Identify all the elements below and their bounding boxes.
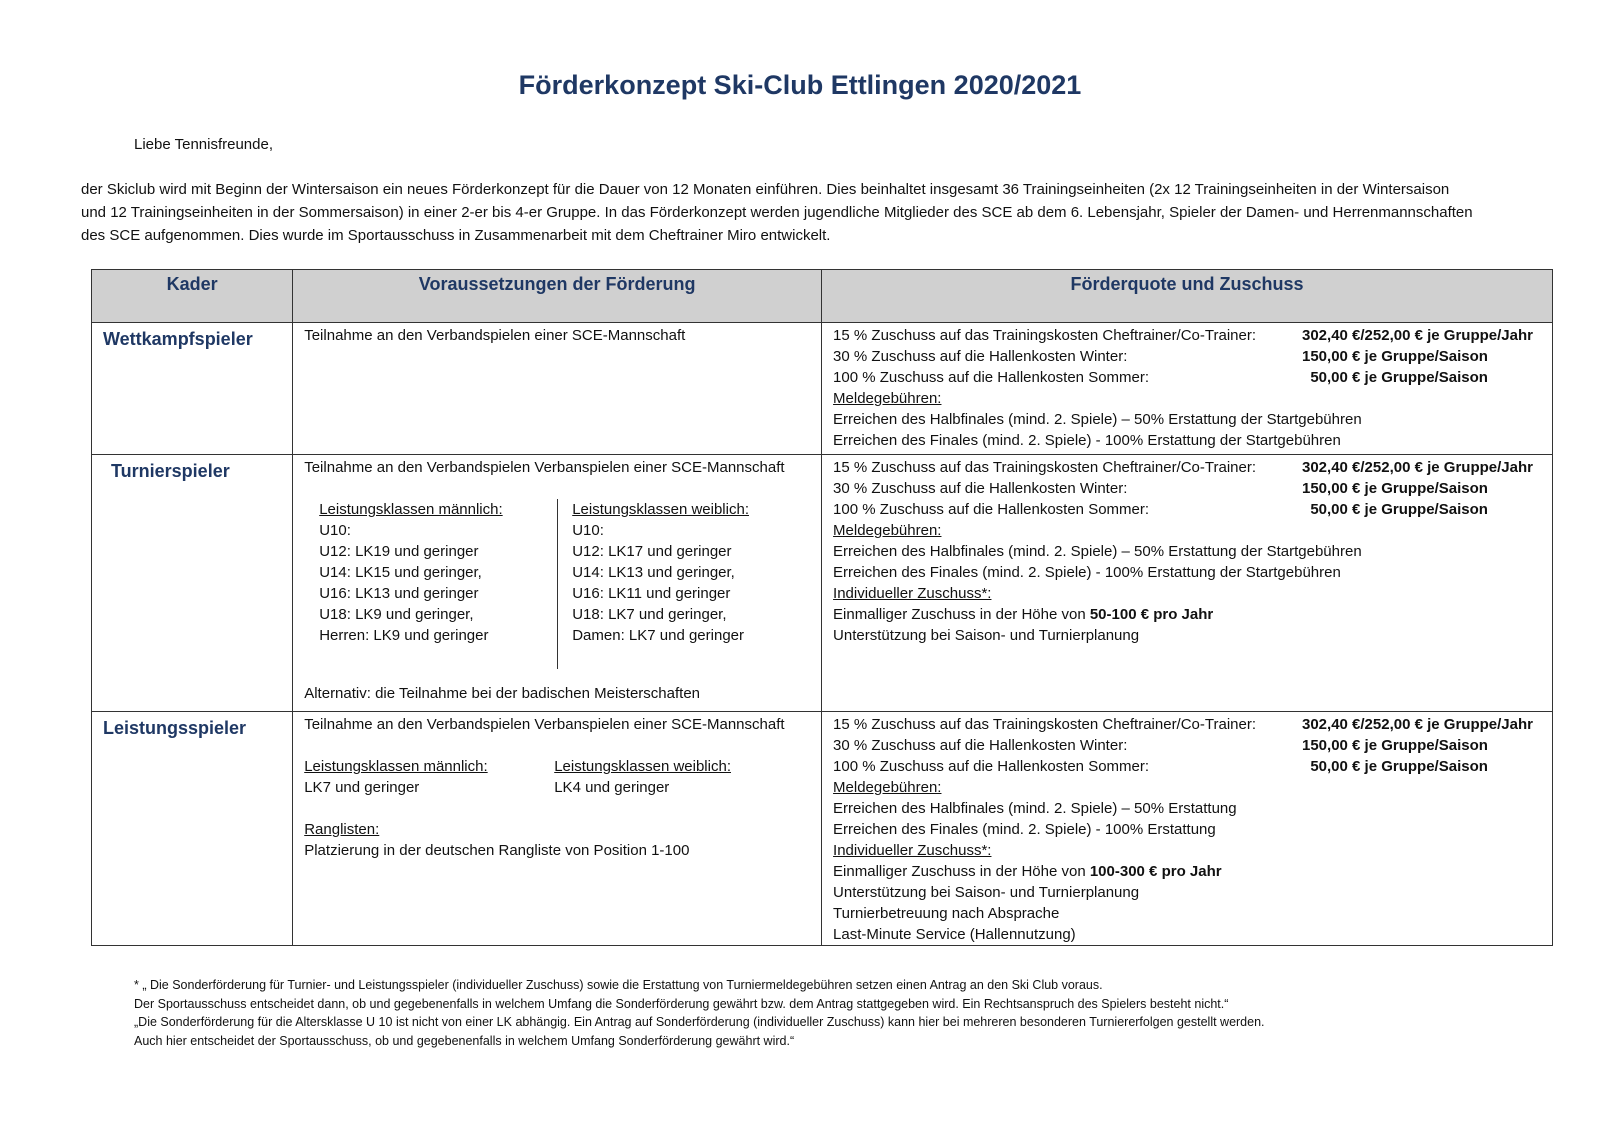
lk-item: U16: LK11 und geringer <box>572 585 731 602</box>
voraussetzung-cell <box>293 712 822 946</box>
individuell-label: Individueller Zuschuss*: <box>833 585 992 602</box>
table-row <box>92 323 1553 455</box>
lk-item: U18: LK9 und geringer, <box>319 606 474 623</box>
footnote-line: Der Sportausschuss entscheidet dann, ob und gegebenenfalls in welchem Umfang die Sonderförderung gewährt bzw. dem Antrag stattgegeben wird. Ein Rechtsanspruch des Spielers besteht nicht.“ <box>134 996 1229 1011</box>
zuschuss-line: 30 % Zuschuss auf die Hallenkosten Winter: 150,00 € je Gruppe/Saison <box>833 480 1488 497</box>
meldegebuehren-line: Erreichen des Finales (mind. 2. Spiele) - 100% Erstattung der Startgebühren <box>833 564 1341 581</box>
zuschuss-line: 100 % Zuschuss auf die Hallenkosten Sommer: 50,00 € je Gruppe/Saison <box>833 758 1488 775</box>
lk-item: Damen: LK7 und geringer <box>572 627 744 644</box>
zuschuss-cell <box>822 323 1553 455</box>
voraussetzung-cell <box>293 455 822 712</box>
lk-item: U10: <box>572 522 604 539</box>
lk-item: Herren: LK9 und geringer <box>319 627 489 644</box>
lk-item: LK7 und geringer <box>304 779 420 796</box>
leistungsklassen-maennlich: Leistungsklassen männlich: LK7 und geringer <box>304 756 554 798</box>
footnotes <box>134 976 1554 1050</box>
zuschuss-line: 15 % Zuschuss auf das Trainingskosten Cheftrainer/Co-Trainer: 302,40 €/252,00 € je Gruppe/Jahr <box>833 459 1533 476</box>
table-row <box>92 455 1553 712</box>
meldegebuehren-line: Erreichen des Finales (mind. 2. Spiele) - 100% Erstattung <box>833 821 1216 838</box>
individuell-label: Individueller Zuschuss*: <box>833 842 992 859</box>
zuschuss-line: 30 % Zuschuss auf die Hallenkosten Winter: 150,00 € je Gruppe/Saison <box>833 737 1488 754</box>
zuschuss-line: 30 % Zuschuss auf die Hallenkosten Winter: 150,00 € je Gruppe/Saison <box>833 348 1488 365</box>
intro-line: des SCE aufgenommen. Dies wurde im Sportausschuss in Zusammenarbeit mit dem Cheftrainer Miro entwickelt. <box>81 227 831 244</box>
footnote-line: Auch hier entscheidet der Sportausschuss, ob und gegebenenfalls in welchem Umfang Sonderförderung gewährt wird.“ <box>134 1033 795 1048</box>
extra-line: Turnierbetreuung nach Absprache <box>833 905 1060 922</box>
header-kader: Kader <box>92 270 293 323</box>
lk-item: U10: <box>319 522 351 539</box>
lk-item: U12: LK17 und geringer <box>572 543 732 560</box>
voraussetzung-text: Teilnahme an den Verbandspielen Verbanspielen einer SCE-Mannschaft <box>304 716 785 733</box>
zuschuss-cell <box>822 712 1553 946</box>
footnote-line: „Die Sonderförderung für die Altersklasse U 10 ist nicht von einer LK abhängig. Ein Antrag auf Sonderförderung (individueller Zuschuss) kann hier bei mehreren besonderen Turniererfolgen gestellt werden. <box>134 1015 1265 1029</box>
ranglisten-text: Platzierung in der deutschen Rangliste von Position 1-100 <box>304 842 690 859</box>
zuschuss-line: 15 % Zuschuss auf das Trainingskosten Cheftrainer/Co-Trainer: 302,40 €/252,00 € je Gruppe/Jahr <box>833 327 1533 344</box>
page-title: Förderkonzept Ski-Club Ettlingen 2020/2021 <box>518 70 1082 100</box>
footnote-line: * „ Die Sonderförderung für Turnier- und Leistungsspieler (individueller Zuschuss) sowie die Erstattung von Turniermeldegebühren setzen einen Antrag an den Ski Club voraus. <box>134 978 1103 992</box>
lk-item: U12: LK19 und geringer <box>319 543 479 560</box>
intro-line: und 12 Trainingseinheiten in der Sommersaison) in einer 2-er bis 4-er Gruppe. In das Förderkonzept werden jugendliche Mitglieder des SCE ab dem 6. Lebensjahr, Spieler der Damen- und Herrenmannschaften <box>81 204 1473 221</box>
leistungsklassen-weiblich: Leistungsklassen weiblich: U10: U12: LK17 und geringer U14: LK13 und geringer, U16: LK11 und geringer U18: LK7 und geringer, Damen: LK7 und geringer <box>558 499 807 669</box>
intro-line: der Skiclub wird mit Beginn der Wintersaison ein neues Förderkonzept für die Dauer von 12 Monaten einführen. Dies beinhaltet insgesamt 36 Trainingseinheiten (2x 12 Trainingseinheiten in der Wintersaison <box>81 181 1450 198</box>
table-row <box>92 712 1553 946</box>
ranglisten-label: Ranglisten: <box>304 821 380 838</box>
lk-item: U18: LK7 und geringer, <box>572 606 727 623</box>
greeting: Liebe Tennisfreunde, <box>134 136 273 153</box>
individuell-line: Einmalliger Zuschuss in der Höhe von 100-300 € pro Jahr <box>833 863 1222 880</box>
meldegebuehren-line: Erreichen des Halbfinales (mind. 2. Spiele) – 50% Erstattung der Startgebühren <box>833 411 1362 428</box>
voraussetzung-text: Teilnahme an den Verbandspielen Verbanspielen einer SCE-Mannschaft <box>304 459 785 476</box>
table-header-row <box>92 270 1553 323</box>
lk-item: U14: LK15 und geringer, <box>319 564 482 581</box>
foerder-table <box>91 269 1553 946</box>
header-foerderquote: Förderquote und Zuschuss <box>822 270 1553 323</box>
intro-paragraph <box>81 178 1541 247</box>
lk-item: U14: LK13 und geringer, <box>572 564 735 581</box>
meldegebuehren-label: Meldegebühren: <box>833 779 942 796</box>
meldegebuehren-line: Erreichen des Halbfinales (mind. 2. Spiele) – 50% Erstattung der Startgebühren <box>833 543 1362 560</box>
extra-line: Last-Minute Service (Hallennutzung) <box>833 926 1076 943</box>
leistungsklassen-columns <box>304 756 811 798</box>
meldegebuehren-label: Meldegebühren: <box>833 390 942 407</box>
voraussetzung-text: Teilnahme an den Verbandspielen einer SCE-Mannschaft <box>304 327 686 344</box>
leistungsklassen-weiblich: Leistungsklassen weiblich: LK4 und geringer <box>554 758 731 796</box>
zuschuss-line: 15 % Zuschuss auf das Trainingskosten Cheftrainer/Co-Trainer: 302,40 €/252,00 € je Gruppe/Jahr <box>833 716 1533 733</box>
zuschuss-line: 100 % Zuschuss auf die Hallenkosten Sommer: 50,00 € je Gruppe/Saison <box>833 369 1488 386</box>
zuschuss-line: 100 % Zuschuss auf die Hallenkosten Sommer: 50,00 € je Gruppe/Saison <box>833 501 1488 518</box>
extra-line: Unterstützung bei Saison- und Turnierplanung <box>833 884 1140 901</box>
voraussetzung-cell <box>293 323 822 455</box>
meldegebuehren-line: Erreichen des Halbfinales (mind. 2. Spiele) – 50% Erstattung <box>833 800 1237 817</box>
meldegebuehren-label: Meldegebühren: <box>833 522 942 539</box>
kader-cell: Leistungsspieler <box>92 712 293 946</box>
leistungsklassen-maennlich: Leistungsklassen männlich: U10: U12: LK19 und geringer U14: LK15 und geringer, U16: LK13 und geringer U18: LK9 und geringer, Herren: LK9 und geringer <box>304 499 558 669</box>
zuschuss-cell <box>822 455 1553 712</box>
extra-line: Unterstützung bei Saison- und Turnierplanung <box>833 627 1140 644</box>
lk-item: U16: LK13 und geringer <box>319 585 479 602</box>
individuell-line: Einmalliger Zuschuss in der Höhe von 50-100 € pro Jahr <box>833 606 1214 623</box>
leistungsklassen-columns <box>304 499 811 669</box>
alternativ-text: Alternativ: die Teilnahme bei der badischen Meisterschaften <box>304 685 700 702</box>
meldegebuehren-line: Erreichen des Finales (mind. 2. Spiele) - 100% Erstattung der Startgebühren <box>833 432 1341 449</box>
lk-item: LK4 und geringer <box>554 779 670 796</box>
header-voraussetzungen: Voraussetzungen der Förderung <box>293 270 822 323</box>
kader-cell: Wettkampfspieler <box>92 323 293 455</box>
kader-cell: Turnierspieler <box>92 455 293 712</box>
